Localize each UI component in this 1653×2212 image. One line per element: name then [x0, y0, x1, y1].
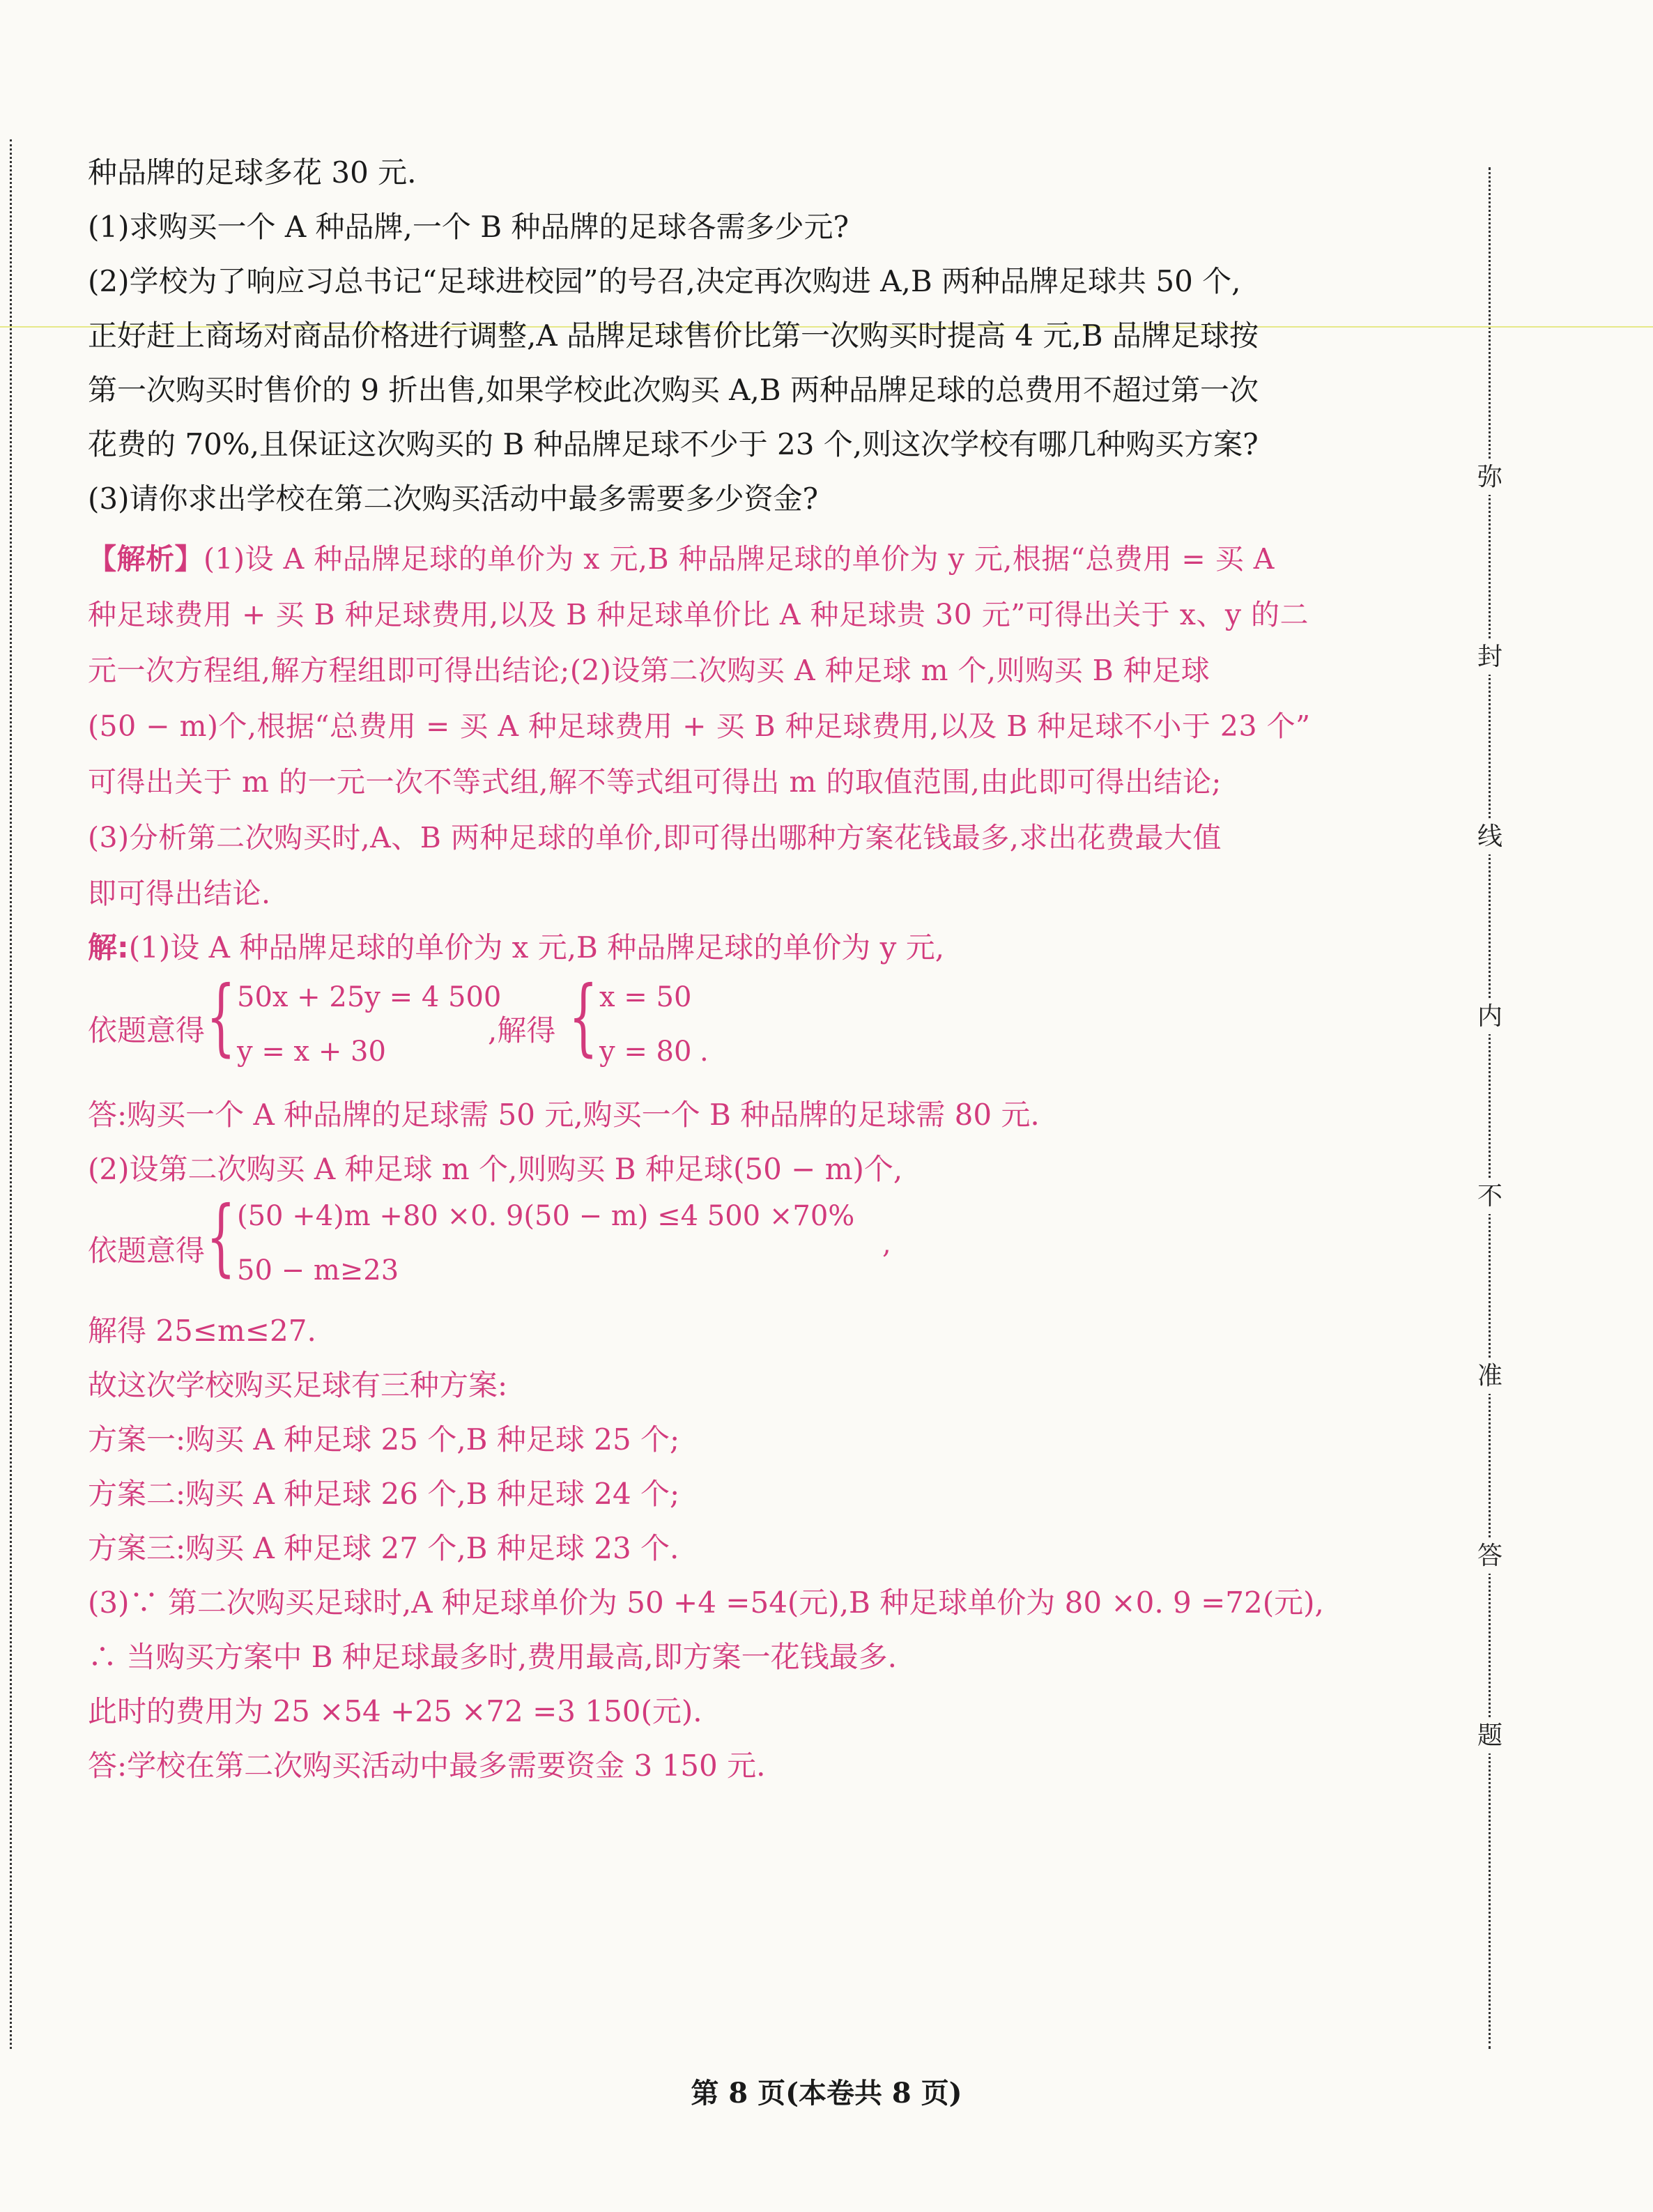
binding-char: 题: [1470, 1719, 1509, 1753]
solution-line: 方案二:购买 A 种足球 26 个,B 种足球 24 个;: [88, 1477, 680, 1511]
question-line: (2)学校为了响应习总书记“足球进校园”的号召,决定再次购进 A,B 两种品牌足球共 50 个,: [88, 264, 1241, 298]
analysis-text: (1)设 A 种品牌足球的单价为 x 元,B 种品牌足球的单价为 y 元,根据“总费用 = 买 A: [203, 542, 1275, 576]
question-line: 正好赶上商场对商品价格进行调整,A 品牌足球售价比第一次购买时提高 4 元,B 品牌足球按: [88, 318, 1259, 353]
solution-line: (2)设第二次购买 A 种足球 m 个,则购买 B 种足球(50 − m)个,: [88, 1152, 903, 1186]
solution-tag: 解:: [88, 930, 129, 965]
question-line: (1)求购买一个 A 种品牌,一个 B 种品牌的足球各需多少元?: [88, 210, 849, 244]
system-label: 依题意得: [88, 1234, 206, 1268]
analysis-line: 即可得出结论.: [88, 877, 271, 910]
solution-line: 故这次学校购买足球有三种方案:: [88, 1368, 508, 1402]
solution-line: (3)∵ 第二次购买足球时,A 种足球单价为 50 +4 =54(元),B 种足球单价为 80 ×0. 9 =72(元),: [88, 1585, 1324, 1620]
punctuation: .: [700, 1036, 709, 1068]
analysis-line: 种足球费用 + 买 B 种足球费用,以及 B 种足球单价比 A 种足球贵 30 元”可得出关于 x、y 的二: [88, 598, 1309, 631]
left-margin-rule: [10, 139, 12, 2049]
binding-char: 线: [1470, 820, 1509, 854]
inequality: 50 − m≥23: [237, 1254, 399, 1287]
solution-line: 解得 25≤m≤27.: [88, 1314, 316, 1348]
analysis-tag: 【解析】: [88, 542, 203, 576]
solution-line: 此时的费用为 25 ×54 +25 ×72 =3 150(元).: [88, 1694, 702, 1728]
analysis-line: (3)分析第二次购买时,A、B 两种足球的单价,即可得出哪种方案花钱最多,求出花费最大值: [88, 821, 1222, 854]
binding-line: [1489, 167, 1491, 2049]
analysis-line: 元一次方程组,解方程组即可得出结论;(2)设第二次购买 A 种足球 m 个,则购买 B 种足球: [88, 654, 1210, 687]
binding-char: 封: [1470, 640, 1509, 675]
solve-label: ,解得: [488, 1013, 556, 1047]
analysis-line: [88, 538, 1275, 580]
solution-line: 方案三:购买 A 种足球 27 个,B 种足球 23 个.: [88, 1531, 679, 1565]
page-number-footer: 第 8 页(本卷共 8 页): [691, 2077, 962, 2110]
binding-char: 准: [1470, 1359, 1509, 1394]
question-line: 花费的 70%,且保证这次购买的 B 种品牌足球不少于 23 个,则这次学校有哪几种购买方案?: [88, 427, 1259, 461]
binding-char: 弥: [1470, 460, 1509, 495]
question-line: 种品牌的足球多花 30 元.: [88, 155, 417, 190]
solution-line: ∴ 当购买方案中 B 种足球最多时,费用最高,即方案一花钱最多.: [88, 1640, 897, 1674]
binding-char: 内: [1470, 999, 1509, 1034]
equation: y = 80: [599, 1036, 692, 1068]
question-line: 第一次购买时售价的 9 折出售,如果学校此次购买 A,B 两种品牌足球的总费用不超过第一次: [88, 373, 1259, 407]
solution-line: 答:购买一个 A 种品牌的足球需 50 元,购买一个 B 种品牌的足球需 80 元.: [88, 1098, 1040, 1132]
left-brace: {: [569, 969, 598, 1066]
binding-char: 不: [1470, 1179, 1509, 1214]
analysis-line: (50 − m)个,根据“总费用 = 买 A 种足球费用 + 买 B 种足球费用,以及 B 种足球不小于 23 个”: [88, 709, 1311, 743]
left-brace: {: [206, 969, 236, 1066]
binding-char: 答: [1470, 1539, 1509, 1574]
inequality: (50 +4)m +80 ×0. 9(50 − m) ≤4 500 ×70%: [237, 1200, 855, 1232]
solution-line: 方案一:购买 A 种足球 25 个,B 种足球 25 个;: [88, 1422, 680, 1457]
left-brace: {: [206, 1189, 236, 1286]
solution-line: [88, 927, 944, 969]
equation: x = 50: [599, 981, 692, 1013]
system-label: 依题意得: [88, 1013, 206, 1047]
analysis-line: 可得出关于 m 的一元一次不等式组,解不等式组可得出 m 的取值范围,由此即可得出结论;: [88, 765, 1222, 799]
equation: y = x + 30: [237, 1036, 386, 1068]
question-line: (3)请你求出学校在第二次购买活动中最多需要多少资金?: [88, 482, 819, 516]
solution-line: 答:学校在第二次购买活动中最多需要资金 3 150 元.: [88, 1749, 766, 1783]
punctuation: ,: [882, 1228, 891, 1260]
solution-text: (1)设 A 种品牌足球的单价为 x 元,B 种品牌足球的单价为 y 元,: [128, 930, 945, 965]
equation: 50x + 25y = 4 500: [237, 981, 502, 1013]
